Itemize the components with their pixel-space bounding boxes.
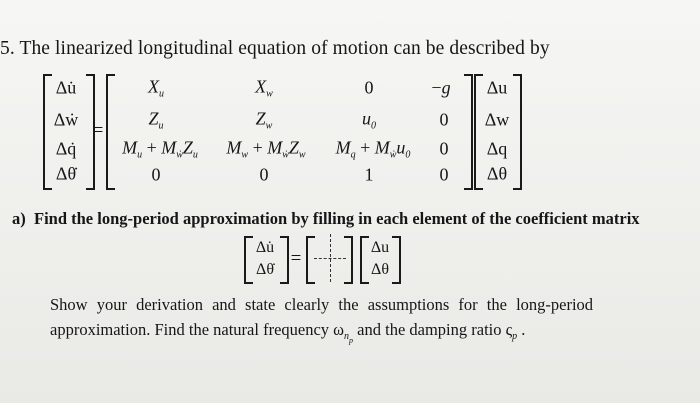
lhs-element: Δθ̇	[55, 163, 77, 184]
small-lhs-bracket-right	[280, 236, 289, 284]
matrix-placeholder-vertical	[330, 234, 331, 282]
matrix-cell: 0	[439, 138, 449, 159]
matrix-cell: −g	[431, 77, 451, 98]
small-matrix-bracket-right	[344, 236, 353, 284]
problem-statement: 5. The linearized longitudinal equation of motion can be described by	[0, 38, 550, 59]
small-equals-sign: =	[290, 248, 302, 269]
part-a-text: Find the long-period approximation by filling in each element of the coefficient matrix	[34, 209, 640, 228]
part-a-label: a)	[12, 209, 26, 228]
small-rhs-element: Δu	[370, 239, 390, 256]
rhs-element: Δu	[486, 77, 508, 98]
small-rhs-bracket-left	[360, 236, 369, 284]
matrix-cell: 0	[364, 77, 374, 98]
lhs-bracket-left	[43, 74, 52, 190]
small-lhs-element: Δθ̇	[256, 261, 274, 278]
rhs-element: Δq	[486, 138, 508, 159]
matrix-cell: $Z_w$	[255, 108, 273, 132]
small-rhs-bracket-right	[392, 236, 401, 284]
matrix-cell: 0	[439, 164, 449, 185]
lhs-element: Δẇ	[53, 109, 79, 130]
part-a-question	[12, 209, 640, 229]
lhs-element: Δu̇	[55, 77, 77, 98]
matrix-cell: 1	[364, 164, 374, 185]
matrix-bracket-right	[464, 74, 473, 190]
lhs-element: Δq̇	[55, 138, 77, 159]
matrix-cell: 0	[259, 164, 269, 185]
matrix-cell: $M_u + M_ẇZ_u$	[122, 137, 198, 161]
matrix-cell: $X_w$	[255, 76, 273, 100]
rhs-element: Δθ	[486, 163, 508, 184]
small-lhs-bracket-left	[244, 236, 253, 284]
matrix-cell: $u_0$	[362, 108, 376, 132]
small-matrix-bracket-left	[306, 236, 315, 284]
rhs-bracket-left	[474, 74, 483, 190]
matrix-cell: $M_w + M_ẇZ_w$	[226, 137, 306, 161]
small-lhs-element: Δu̇	[255, 239, 275, 256]
matrix-cell: $Z_u$	[148, 108, 164, 132]
instruction-line-2: approximation. Find the natural frequency $\omega_{n_p}$ and the damping ratio $\varsigma_p$ .	[50, 320, 526, 345]
instruction-line-1: Show your derivation and state clearly the assumptions for the long-period	[50, 295, 594, 314]
matrix-cell: $M_q + M_ẇu_0$	[335, 137, 411, 161]
small-rhs-element: Δθ	[371, 261, 389, 278]
equals-sign: =	[92, 120, 104, 141]
matrix-cell: $X_u$	[148, 76, 164, 100]
matrix-cell: 0	[151, 164, 161, 185]
rhs-bracket-right	[513, 74, 522, 190]
matrix-cell: 0	[439, 109, 449, 130]
rhs-element: Δw	[484, 109, 510, 130]
matrix-bracket-left	[106, 74, 115, 190]
